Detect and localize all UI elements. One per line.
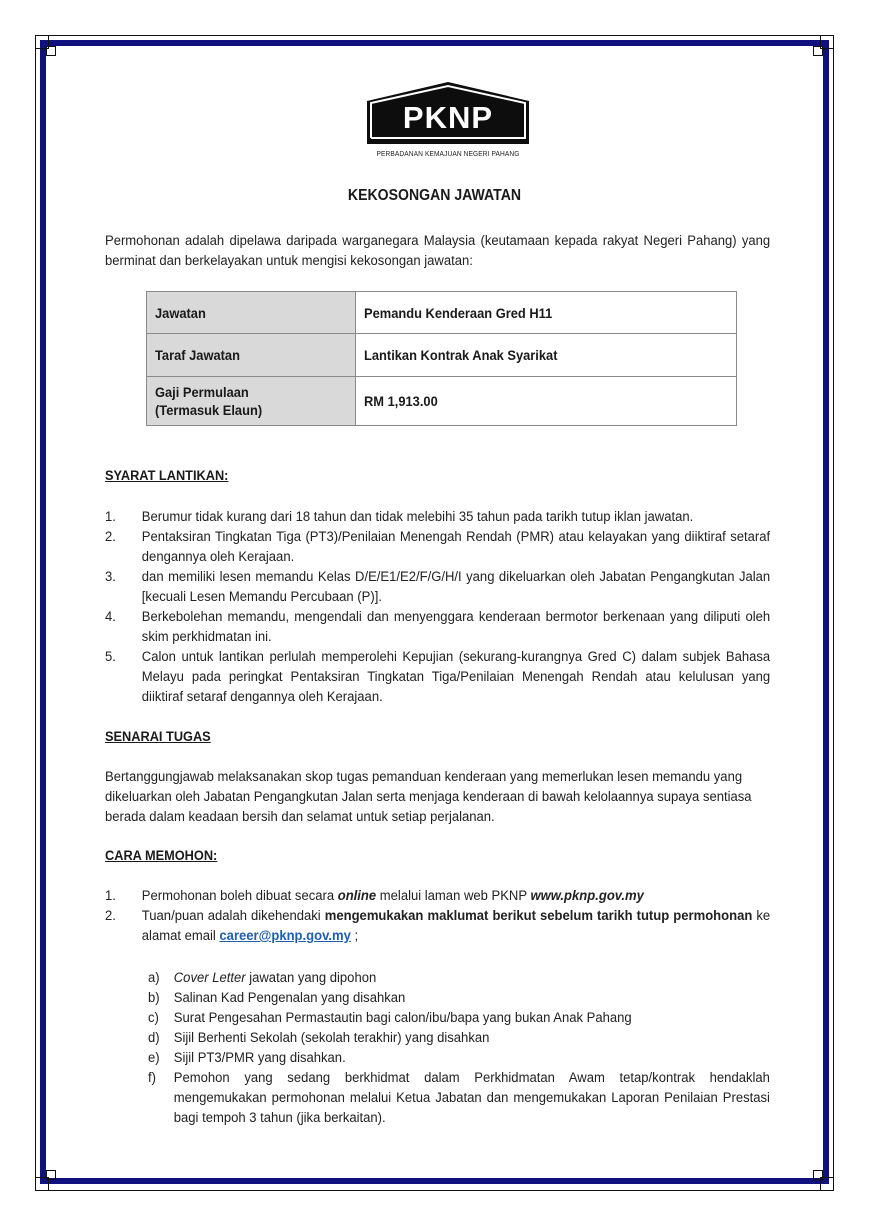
list-item: 1. Permohonan boleh dibuat secara online melalui laman web PKNP www.pknp.gov.my	[105, 888, 644, 904]
list-item: b) Salinan Kad Pengenalan yang disahkan	[148, 990, 406, 1006]
table-row	[147, 334, 737, 377]
syarat-list	[105, 507, 770, 707]
list-item: d) Sijil Berhenti Sekolah (sekolah terakhir) yang disahkan	[148, 1030, 490, 1046]
logo-text: PKNP	[402, 100, 494, 135]
table-value-cell: Pemandu Kenderaan Gred H11	[356, 292, 737, 334]
list-item: 3. dan memiliki lesen memandu Kelas D/E/E1/E2/F/G/H/I yang dikeluarkan oleh Jabatan Pengangkutan Jalan [kecuali Lesen Memandu Percubaan (P)].	[105, 569, 771, 605]
page-title: KEKOSONGAN JAWATAN	[347, 187, 522, 204]
documents-list	[148, 968, 770, 1128]
website-url: www.pknp.gov.my	[530, 888, 644, 904]
corner-ornament-bottom-right-inner	[813, 1170, 823, 1180]
list-item: 4. Berkebolehan memandu, mengendali dan menyenggara kenderaan bermotor berkenaan yang diliputi oleh skim perkhidmatan ini.	[105, 609, 771, 645]
table-row	[147, 377, 737, 426]
list-item: f) Pemohon yang sedang berkhidmat dalam Perkhidmatan Awam tetap/kontrak hendaklah mengemukakan permohonan melalui Ketua Jabatan dan mengemukakan Laporan Penilaian Prestasi bagi tempoh 3 tahun (jika berkaitan).	[148, 1070, 770, 1126]
list-item: 2. Pentaksiran Tingkatan Tiga (PT3)/Penilaian Menengah Rendah (PMR) atau kelayakan yang diiktiraf setaraf dengannya oleh Kerajaan.	[105, 529, 771, 565]
corner-ornament-bottom-left-inner	[46, 1170, 56, 1180]
logo-subtitle: PERBADANAN KEMAJUAN NEGERI PAHANG	[376, 149, 520, 158]
table-label-cell: Jawatan	[147, 292, 356, 334]
house-logo-icon	[366, 81, 530, 145]
corner-ornament-top-left-inner	[46, 46, 56, 56]
list-item: e) Sijil PT3/PMR yang disahkan.	[148, 1050, 346, 1066]
section-heading-tugas: SENARAI TUGAS	[105, 729, 211, 745]
email-link[interactable]: career@pknp.gov.my	[219, 928, 351, 944]
table-row	[147, 292, 737, 334]
intro-paragraph: Permohonan adalah dipelawa daripada warganegara Malaysia (keutamaan kepada rakyat Negeri Pahang) yang berminat dan berkelayakan untuk mengisi kekosongan jawatan:	[105, 233, 771, 269]
section-heading-syarat: SYARAT LANTIKAN:	[105, 468, 229, 484]
list-item: 2. Tuan/puan adalah dikehendaki mengemukakan maklumat berikut sebelum tarikh tutup permohonan ke alamat email career@pknp.gov.my ;	[105, 908, 771, 944]
list-item: 1. Berumur tidak kurang dari 18 tahun dan tidak melebihi 35 tahun pada tarikh tutup iklan jawatan.	[105, 509, 694, 525]
pknp-logo	[366, 81, 530, 161]
list-item: a) Cover Letter jawatan yang dipohon	[148, 970, 377, 986]
table-label-cell: Taraf Jawatan	[147, 334, 356, 377]
tugas-paragraph: Bertanggungjawab melaksanakan skop tugas pemanduan kenderaan yang memerlukan lesen memandu yang dikeluarkan oleh Jabatan Pengangkutan Jalan serta menjaga kenderaan di bawah kelolaannya supaya sentiasa berada dalam keadaan bersih dan selamat untuk setiap perjalanan.	[105, 769, 752, 825]
corner-ornament-top-right-inner	[813, 46, 823, 56]
online-emphasis: online	[337, 888, 377, 904]
table-label-cell: Gaji Permulaan (Termasuk Elaun)	[147, 377, 356, 426]
list-item: 5. Calon untuk lantikan perlulah memperolehi Kepujian (sekurang-kurangnya Gred C) dalam subjek Bahasa Melayu pada peringkat Pentaksiran Tingkatan Tiga/Penilaian Menengah Rendah atau kelulusan yang diiktiraf setaraf dengannya oleh Kerajaan.	[105, 649, 771, 705]
table-value-cell: Lantikan Kontrak Anak Syarikat	[356, 334, 737, 377]
section-heading-cara: CARA MEMOHON:	[105, 848, 218, 864]
table-value-cell: RM 1,913.00	[356, 377, 737, 426]
list-item: c) Surat Pengesahan Permastautin bagi calon/ibu/bapa yang bukan Anak Pahang	[148, 1010, 632, 1026]
cara-list	[105, 886, 770, 946]
job-info-table	[146, 291, 737, 426]
